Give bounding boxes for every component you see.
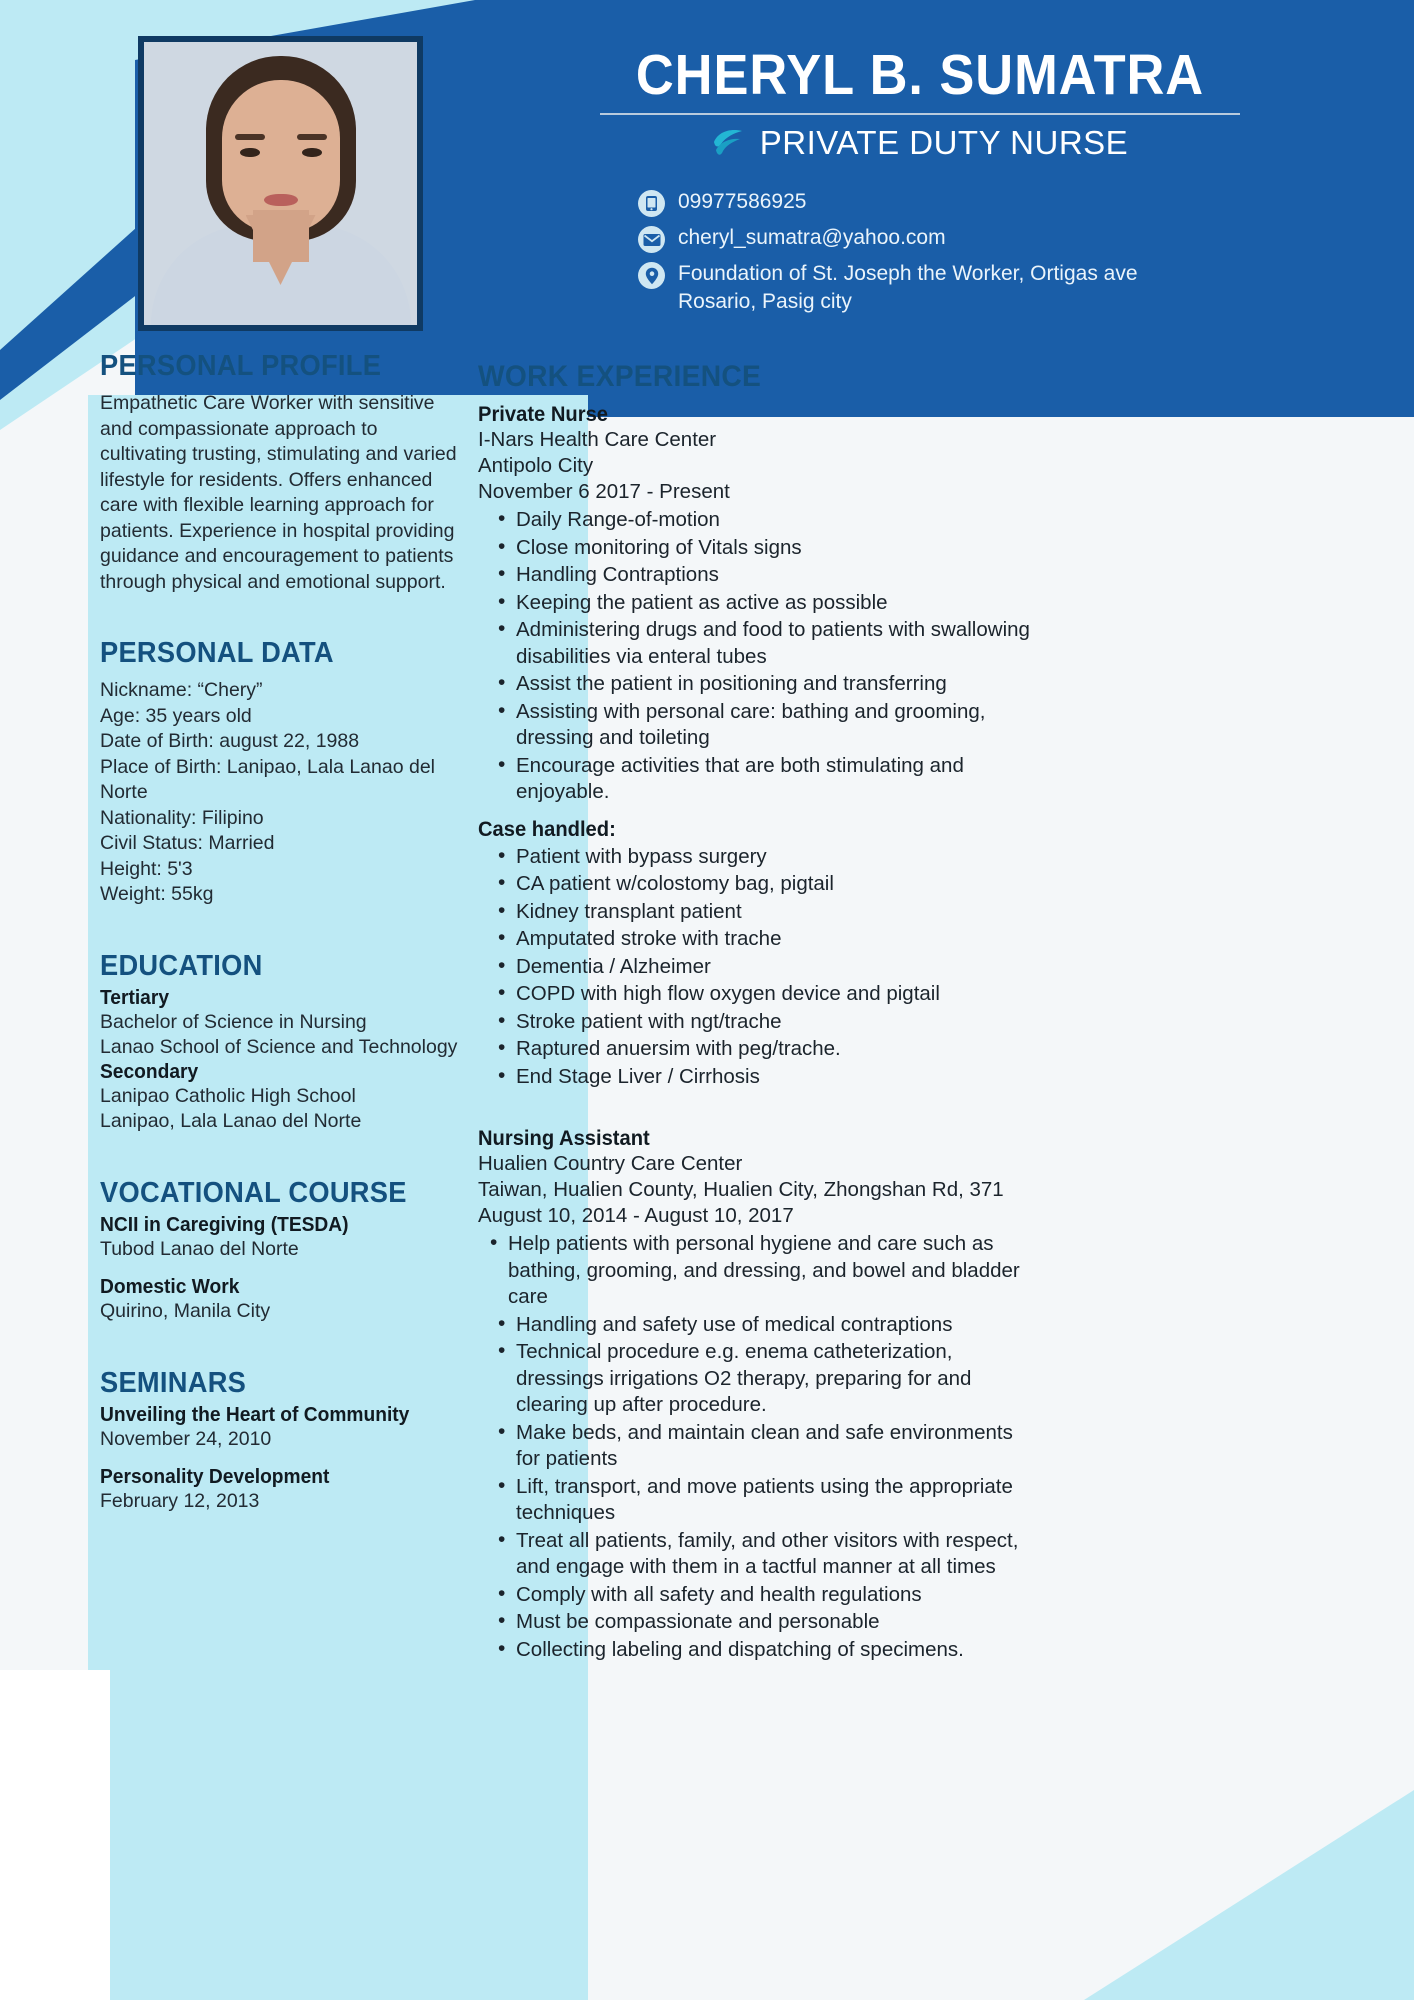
list-item: • Amputated stroke with trache xyxy=(478,926,1038,953)
caring-hands-icon xyxy=(712,128,746,158)
photo-portrait xyxy=(144,42,417,325)
list-item: • Keeping the patient as active as possible xyxy=(478,590,1038,617)
education-tertiary-school: Lanao School of Science and Technology xyxy=(100,1036,458,1058)
job2-location: Taiwan, Hualien County, Hualien City, Zhongshan Rd, 371 xyxy=(478,1178,1004,1201)
list-item: • Make beds, and maintain clean and safe environments for patients xyxy=(478,1420,1038,1473)
title-divider xyxy=(600,113,1240,115)
section-heading-vocational-course: VOCATIONAL COURSE xyxy=(100,1176,407,1209)
work-experience-content xyxy=(478,360,1038,1664)
photo-eye-left xyxy=(240,148,260,157)
list-item: • Collecting labeling and dispatching of specimens. xyxy=(478,1637,1038,1664)
contact-email[interactable] xyxy=(638,224,1338,253)
personal-data-weight: Weight: 55kg xyxy=(100,883,214,905)
list-item: • Daily Range-of-motion xyxy=(478,507,1038,534)
seminar-item1-date: November 24, 2010 xyxy=(100,1427,272,1450)
personal-data-civil-status: Civil Status: Married xyxy=(100,832,275,854)
education-tertiary-degree: Bachelor of Science in Nursing xyxy=(100,1010,367,1033)
role-row xyxy=(470,124,1370,162)
list-item: • COPD with high flow oxygen device and pigtail xyxy=(478,981,1038,1008)
photo-lips xyxy=(264,194,298,206)
address-text: Foundation of St. Joseph the Worker, Ortigas ave Rosario, Pasig city xyxy=(678,262,1138,313)
job2-company: Hualien Country Care Center xyxy=(478,1152,743,1175)
job2-title: Nursing Assistant xyxy=(478,1127,650,1150)
seminar-item2-date: February 12, 2013 xyxy=(100,1490,260,1512)
vocational-item1-label: NCII in Caregiving (TESDA) xyxy=(100,1213,349,1236)
section-heading-personal-data: PERSONAL DATA xyxy=(100,637,334,669)
list-item: • Handling and safety use of medical contraptions xyxy=(478,1312,1038,1339)
list-item: • Close monitoring of Vitals signs xyxy=(478,535,1038,562)
job1-title: Private Nurse xyxy=(478,403,608,426)
decor-white-bottom-left xyxy=(0,1670,110,2000)
job1-duties-list xyxy=(478,507,1038,806)
phone-text: 09977586925 xyxy=(678,190,807,213)
job1-company: I-Nars Health Care Center xyxy=(478,428,717,451)
list-item: • End Stage Liver / Cirrhosis xyxy=(478,1064,1038,1091)
list-item: • Comply with all safety and health regulations xyxy=(478,1582,1038,1609)
list-item: • Kidney transplant patient xyxy=(478,899,1038,926)
list-item: • Encourage activities that are both stimulating and enjoyable. xyxy=(478,753,1038,806)
list-item: • Treat all patients, family, and other visitors with respect, and engage with them in a tactful manner at all times xyxy=(478,1528,1038,1581)
job1-dates: November 6 2017 - Present xyxy=(478,480,730,503)
personal-profile-text: Empathetic Care Worker with sensitive and compassionate approach to cultivating trusting, stimulating and varied lifestyle for residents. Offers enhanced care with flexible learning approach for patients. Experience in hospital providing guidance and encouragement to patients through physical and emotional support. xyxy=(100,392,457,593)
list-item: • Stroke patient with ngt/trache xyxy=(478,1009,1038,1036)
section-heading-education: EDUCATION xyxy=(100,949,263,982)
list-item: • Handling Contraptions xyxy=(478,562,1038,589)
list-item: • Lift, transport, and move patients using the appropriate techniques xyxy=(478,1474,1038,1527)
role-title: PRIVATE DUTY NURSE xyxy=(759,124,1129,161)
seminar-item2-label: Personality Development xyxy=(100,1466,330,1488)
phone-icon xyxy=(638,190,665,217)
email-icon xyxy=(638,226,665,253)
personal-data-dob: Date of Birth: august 22, 1988 xyxy=(100,730,360,752)
section-heading-personal-profile: PERSONAL PROFILE xyxy=(100,350,382,382)
job2-duties-list xyxy=(478,1231,1038,1663)
personal-data-height: Height: 5'3 xyxy=(100,857,193,880)
list-item: • Help patients with personal hygiene and care such as bathing, grooming, and dressing, and bowel and bladder care xyxy=(478,1231,1038,1311)
vocational-item1-location: Tubod Lanao del Norte xyxy=(100,1237,299,1260)
personal-data-pob: Place of Birth: Lanipao, Lala Lanao del Norte xyxy=(100,755,435,803)
job1-location: Antipolo City xyxy=(478,454,594,477)
list-item: • CA patient w/colostomy bag, pigtail xyxy=(478,871,1038,898)
sidebar-content xyxy=(100,350,460,1515)
profile-photo xyxy=(138,36,423,331)
email-text: cheryl_sumatra@yahoo.com xyxy=(678,226,946,249)
job1-cases-list xyxy=(478,844,1038,1091)
job2-dates: August 10, 2014 - August 10, 2017 xyxy=(478,1204,794,1227)
list-item: • Assisting with personal care: bathing and grooming, dressing and toileting xyxy=(478,699,1038,752)
education-tertiary-label: Tertiary xyxy=(100,986,170,1009)
education-secondary-label: Secondary xyxy=(100,1060,199,1083)
list-item: • Patient with bypass surgery xyxy=(478,844,1038,871)
personal-data-nickname: Nickname: “Chery” xyxy=(100,679,263,701)
section-heading-seminars: SEMINARS xyxy=(100,1366,247,1399)
page-title: CHERYL B. SUMATRA xyxy=(635,43,1205,107)
section-heading-work-experience: WORK EXPERIENCE xyxy=(478,360,762,393)
contact-address[interactable] xyxy=(638,260,1338,316)
list-item: • Raptured anuersim with peg/trache. xyxy=(478,1036,1038,1063)
photo-eyebrow-right xyxy=(297,134,327,140)
seminar-item1-label: Unveiling the Heart of Community xyxy=(100,1403,410,1426)
list-item: • Must be compassionate and personable xyxy=(478,1609,1038,1636)
education-secondary-location: Lanipao, Lala Lanao del Norte xyxy=(100,1110,362,1132)
case-handled-label: Case handled: xyxy=(478,817,616,841)
list-item: • Assist the patient in positioning and transferring xyxy=(478,671,1038,698)
vocational-item2-label: Domestic Work xyxy=(100,1276,240,1298)
list-item: • Technical procedure e.g. enema catheterization, dressings irrigations O2 therapy, preparing for and clearing up after procedure. xyxy=(478,1339,1038,1419)
location-pin-icon xyxy=(638,262,665,289)
contact-phone[interactable] xyxy=(638,188,1338,217)
vocational-item2-location: Quirino, Manila City xyxy=(100,1300,271,1322)
personal-data-age: Age: 35 years old xyxy=(100,704,252,727)
photo-eye-right xyxy=(302,148,322,157)
personal-data-nationality: Nationality: Filipino xyxy=(100,806,264,829)
education-secondary-school: Lanipao Catholic High School xyxy=(100,1084,356,1107)
list-item: • Dementia / Alzheimer xyxy=(478,954,1038,981)
list-item: • Administering drugs and food to patients with swallowing disabilities via enteral tubes xyxy=(478,617,1038,670)
contact-list xyxy=(638,188,1338,323)
photo-eyebrow-left xyxy=(235,134,265,140)
